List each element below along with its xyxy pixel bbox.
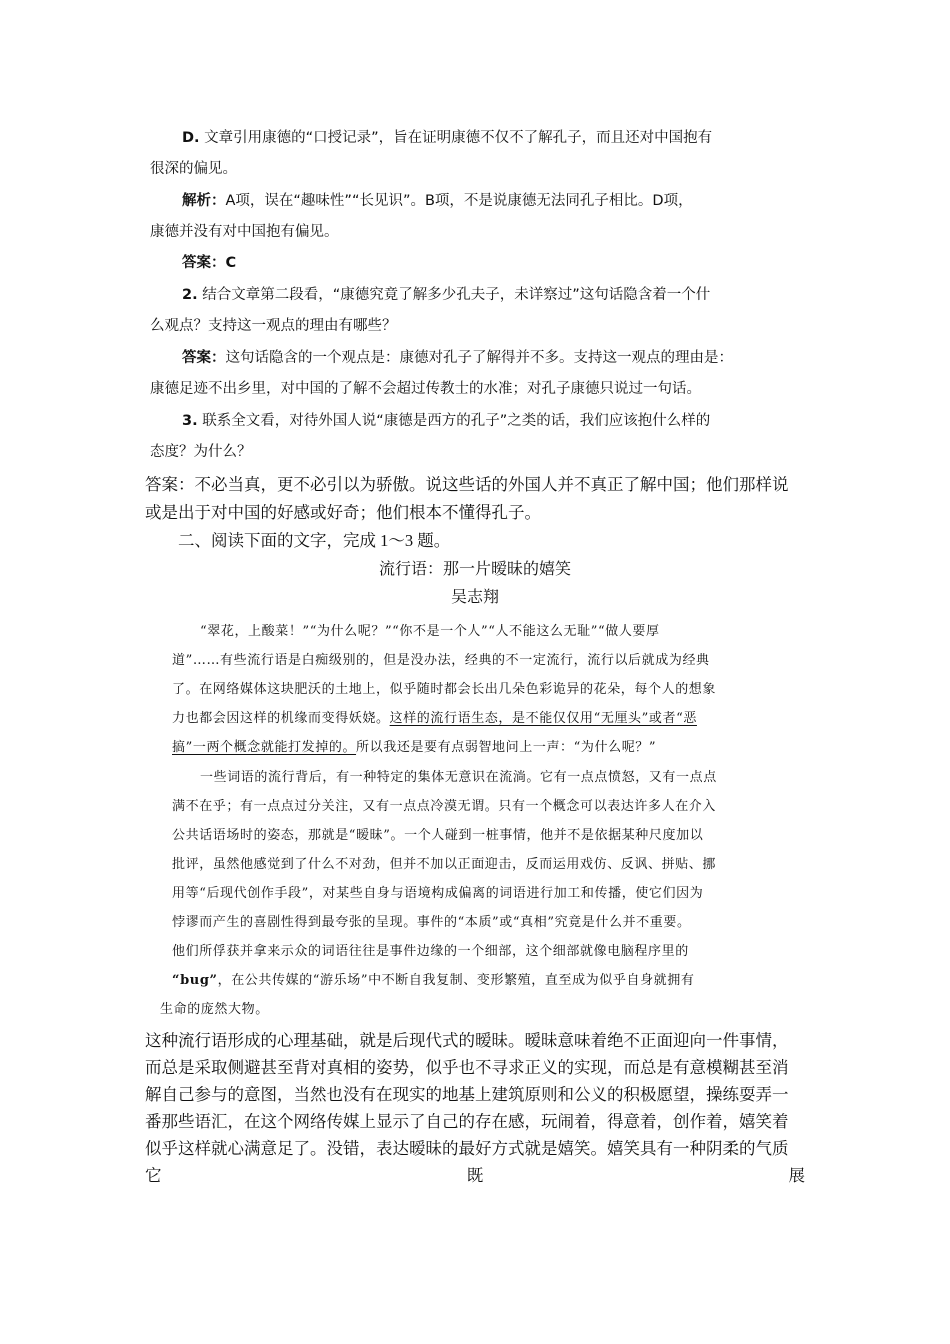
p3-line6-word-1: 它 xyxy=(145,1166,162,1185)
question3-line1 xyxy=(182,409,710,430)
article-p2-line7: 他们所俘获并拿来示众的词语往往是事件边缘的一个细部，这个细部就像电脑程序里的 xyxy=(172,944,689,959)
article-p2-line4: 批评，虽然他感觉到了什么不对劲，但并不加以正面迎击，反而运用戏仿、反讽、拼贴、挪 xyxy=(172,857,717,872)
p3-line6-word-2: 既 xyxy=(466,1166,484,1185)
answer2-text: 这句话隐含的一个观点是：康德对孔子了解得并不多。支持这一观点的理由是： xyxy=(225,350,733,366)
p1-line4-plain: 力也都会因这样的机缘而变得妖娆。 xyxy=(172,711,390,726)
p3-line6-word-3: 展 xyxy=(788,1166,805,1185)
question2-line2: 么观点？支持这一观点的理由有哪些？ xyxy=(150,318,397,334)
article-p1-line4 xyxy=(172,707,697,726)
article-p3-line1: 这种流行语形成的心理基础，就是后现代式的暧昧。暧昧意味着绝不正面迎向一件事情， xyxy=(145,1031,789,1050)
article-p1-line3: 了。在网络媒体这块肥沃的土地上，似乎随时都会长出几朵色彩诡异的花朵，每个人的想象 xyxy=(172,682,717,697)
option-d-label: D. xyxy=(182,130,200,146)
question2-line1 xyxy=(182,283,710,304)
p1-line5-plain: 所以我还是要有点弱智地问上一声：“为什么呢？” xyxy=(356,740,657,755)
article-title: 流行语：那一片暧昧的嬉笑 xyxy=(378,561,571,578)
answer2-line1 xyxy=(182,346,733,367)
question3-text: 联系全文看，对待外国人说“康德是西方的孔子”之类的话，我们应该抱什么样的 xyxy=(202,413,711,429)
article-p2-line3: 公共话语场时的姿态，那就是“暧昧”。一个人碰到一桩事情，他并不是依据某种尺度加以 xyxy=(172,828,704,843)
article-p2-line8 xyxy=(172,969,695,988)
question3-line2: 态度？为什么？ xyxy=(150,444,252,460)
analysis1-line1 xyxy=(182,189,693,210)
bug-term: “bug” xyxy=(172,973,218,988)
section2-instruction: 二、阅读下面的文字，完成 1～3 题。 xyxy=(178,531,451,550)
article-p3-line6 xyxy=(145,1162,805,1186)
question3-number: 3. xyxy=(182,413,198,429)
question2-text: 结合文章第二段看，“康德究竟了解多少孔夫子，未详察过”这句话隐含着一个什 xyxy=(202,287,711,303)
answer3-line2: 或是出于对中国的好感或好奇；他们根本不懂得孔子。 xyxy=(145,503,541,522)
p2-line8-rest: ，在公共传媒的“游乐场”中不断自我复制、变形繁殖，直至成为似乎自身就拥有 xyxy=(217,973,695,988)
answer1-value: C xyxy=(225,255,237,271)
article-p3-line3: 解自己参与的意图，当然也没有在现实的地基上建筑原则和公义的积极愿望，操练耍弄一 xyxy=(145,1085,789,1104)
article-p1-line1: “翠花，上酸菜！”“为什么呢？”“你不是一个人”“人不能这么无耻”“做人要厚 xyxy=(200,624,660,639)
answer3-line1: 答案：不必当真，更不必引以为骄傲。说这些话的外国人并不真正了解中国；他们那样说 xyxy=(145,475,789,494)
answer1-label: 答案： xyxy=(182,255,226,271)
question2-number: 2. xyxy=(182,287,198,303)
answer1 xyxy=(182,251,236,272)
article-p2-line6: 悖谬而产生的喜剧性得到最夸张的呈现。事件的“本质”或“真相”究竟是什么并不重要。 xyxy=(172,915,691,930)
article-p3-line4: 番那些语汇，在这个网络传媒上显示了自己的存在感，玩闹着，得意着，创作着，嬉笑着 xyxy=(145,1112,789,1131)
article-p3-line5: 似乎这样就心满意足了。没错，表达暧昧的最好方式就是嬉笑。嬉笑具有一种阴柔的气质 xyxy=(145,1139,789,1158)
article-p1-line5 xyxy=(172,736,656,755)
article-p3-line2: 而总是采取侧避甚至背对真相的姿势，似乎也不寻求正义的实现，而总是有意模糊甚至消 xyxy=(145,1058,789,1077)
article-p2-line9: 生命的庞然大物。 xyxy=(160,1002,269,1017)
article-author: 吴志翔 xyxy=(450,589,499,606)
question1-option-d-line2: 很深的偏见。 xyxy=(150,161,237,177)
analysis-label: 解析： xyxy=(182,193,226,209)
article-p1-line2: 道”……有些流行语是白痴级别的，但是没办法，经典的不一定流行，流行以后就成为经典 xyxy=(172,653,710,668)
article-p2-line2: 满不在乎；有一点点过分关注，又有一点点冷漠无谓。只有一个概念可以表达许多人在介入 xyxy=(172,799,717,814)
p1-underlined-sentence-start: 这样的流行语生态，是不能仅仅用“无厘头”或者“恶 xyxy=(389,711,697,726)
article-p2-line5: 用等“后现代创作手段”，对某些自身与语境构成偏离的词语进行加工和传播，使它们因为 xyxy=(172,886,704,901)
article-p2-line1: 一些词语的流行背后，有一种特定的集体无意识在流淌。它有一点点愤怒，又有一点点 xyxy=(200,770,717,785)
analysis-text: A项，误在“趣味性”“长见识”。B项，不是说康德无法同孔子相比。D项， xyxy=(225,193,693,209)
answer2-line2: 康德足迹不出乡里，对中国的了解不会超过传教士的水准；对孔子康德只说过一句话。 xyxy=(150,381,701,397)
p1-underlined-sentence-end: 搞”一两个概念就能打发掉的。 xyxy=(172,740,357,755)
option-d-text: 文章引用康德的“口授记录”，旨在证明康德不仅不了解孔子，而且还对中国抱有 xyxy=(204,130,713,146)
question1-option-d-line1 xyxy=(182,126,712,147)
answer2-label: 答案： xyxy=(182,350,226,366)
analysis1-line2: 康德并没有对中国抱有偏见。 xyxy=(150,224,339,240)
